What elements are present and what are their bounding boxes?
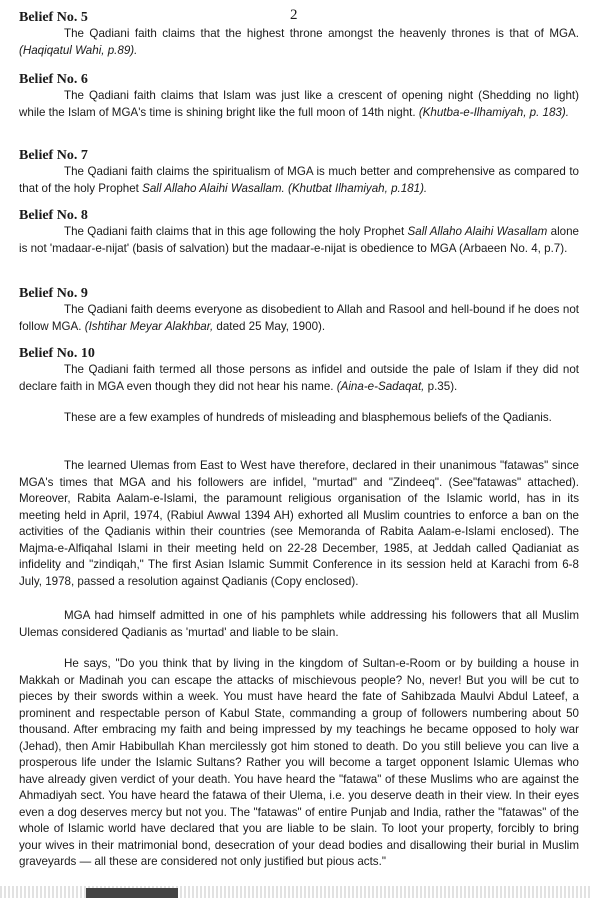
belief-body: The Qadiani faith claims that Islam was just like a crescent of opening night (Shedding no light) while the Islam of MGA's time is shining bright like the full moon of 14th night.	[19, 89, 579, 119]
quotation-paragraph: He says, "Do you think that by living in the kingdom of Sultan-e-Room or by building a house in Makkah or Madinah you can escape the attacks of mischievous people? No, never! But you will be cut to pieces by their swords within a week. You must have heard the fate of Sahibzada Maulvi Abdul Lateef, a prominent and respectable person of Kabul State, commanding a group of followers numbering about 50 thousand. After embracing my faith and being impressed by my teachings he became opposed to holy war (Jehad), then Amir Habibullah Khan mercilessly got him stoned to death. Do you still believe you can live a prosperous life under the Islamic Sultans? Rather you will become a target opponent Islamic Ulemas who have already given verdict of your death. You have heard the "fatawa" of these Muslims who are against the Ahmadiyah sect. You have heard the fatawa of their Ulema, i.e. you deserve death in their view. In their eyes even a dog deserves mercy but not you. The "fatawas" of entire Punjab and India, rather the "fatawas" of the whole of Islamic world have declared that you are liable to be slain. To loot your property, forcibly to bring your wives in their matrimonial bond, desecration of your dead bodies and disallowing their burial in Muslim graveyards — all these are considered not only justified but pious acts."	[19, 657, 579, 868]
belief-7	[19, 148, 579, 197]
belief-tail: dated 25 May, 1900).	[213, 319, 326, 333]
belief-heading: Belief No. 8	[19, 208, 88, 223]
belief-heading: Belief No. 5	[19, 10, 88, 25]
belief-tail: p.35).	[424, 379, 458, 393]
summary-paragraph: These are a few examples of hundreds of misleading and blasphemous beliefs of the Qadianis.	[64, 411, 552, 424]
belief-9	[19, 286, 579, 335]
belief-text	[19, 302, 579, 335]
belief-body: The Qadiani faith termed all those persons as infidel and outside the pale of Islam if they did not declare faith in MGA even though they did not hear his name.	[19, 363, 579, 393]
belief-heading: Belief No. 10	[19, 346, 95, 361]
belief-heading: Belief No. 7	[19, 148, 88, 163]
belief-text	[19, 362, 579, 395]
belief-text	[19, 224, 579, 257]
belief-body: The Qadiani faith deems everyone as disobedient to Allah and Rasool and hell-bound if he does not follow MGA.	[19, 303, 579, 333]
belief-6	[19, 72, 579, 121]
fatawa-paragraph: The learned Ulemas from East to West have therefore, declared in their unanimous "fatawas" since MGA's times that MGA and his followers are infidel, "murtad" and "Zindeeq". (See"fatawas" attached). Moreover, Rabita Aalam-e-Islami, the paramount religious organisation of the Islamic world, has in its meeting held in April, 1974, (Rabiul Awwal 1394 AH) exhorted all Muslim countries to enforce a ban on the activities of the Qadianis within their countries (see Memoranda of Rabita Aalam-e-Islami enclosed). The Majma-e-Alfiqahal Islami in their meeting held on 22-28 December, 1985, at Jeddah called Qadianiat as infidelity and "zindiqah," The first Asian Islamic Summit Conference in its session held at Karachi from 6-8 July, 1978, passed a resolution against Qadianis (Copy enclosed).	[19, 459, 579, 588]
belief-citation: Sall Allaho Alaihi Wasallam	[407, 225, 548, 238]
belief-citation: (Aina-e-Sadaqat,	[336, 379, 425, 393]
scan-artifact-block	[86, 888, 178, 898]
belief-text	[19, 88, 579, 121]
belief-citation: (Haqiqatul Wahi, p.89).	[19, 43, 138, 57]
belief-heading: Belief No. 6	[19, 72, 88, 87]
belief-heading: Belief No. 9	[19, 286, 88, 301]
belief-body: The Qadiani faith claims that the highest throne amongst the heavenly thrones is that of MGA.	[64, 27, 579, 40]
page-number: 2	[290, 7, 298, 23]
belief-tail: alone is not 'madaar-e-nijat' (basis of salvation) but the madaar-e-nijat is obedience to MGA (Arbaeen No. 4, p.7).	[19, 225, 579, 255]
belief-citation: Sall Allaho Alaihi Wasallam. (Khutbat Ilhamiyah, p.181).	[142, 181, 428, 195]
admission-paragraph: MGA had himself admitted in one of his pamphlets while addressing his followers that all Muslim Ulemas considered Qadianis as 'murtad' and liable to be slain.	[19, 609, 579, 639]
belief-text	[19, 26, 579, 59]
belief-8	[19, 208, 579, 257]
belief-10	[19, 346, 579, 395]
belief-5	[19, 10, 579, 59]
belief-citation: (Khutba-e-Ilhamiyah, p. 183).	[418, 105, 569, 119]
belief-body: The Qadiani faith claims that in this age following the holy Prophet	[64, 225, 408, 238]
belief-text	[19, 164, 579, 197]
belief-citation: (Ishtihar Meyar Alakhbar,	[84, 319, 214, 333]
belief-body: The Qadiani faith claims the spiritualism of MGA is much better and comprehensive as compared to that of the holy Prophet	[19, 165, 579, 195]
